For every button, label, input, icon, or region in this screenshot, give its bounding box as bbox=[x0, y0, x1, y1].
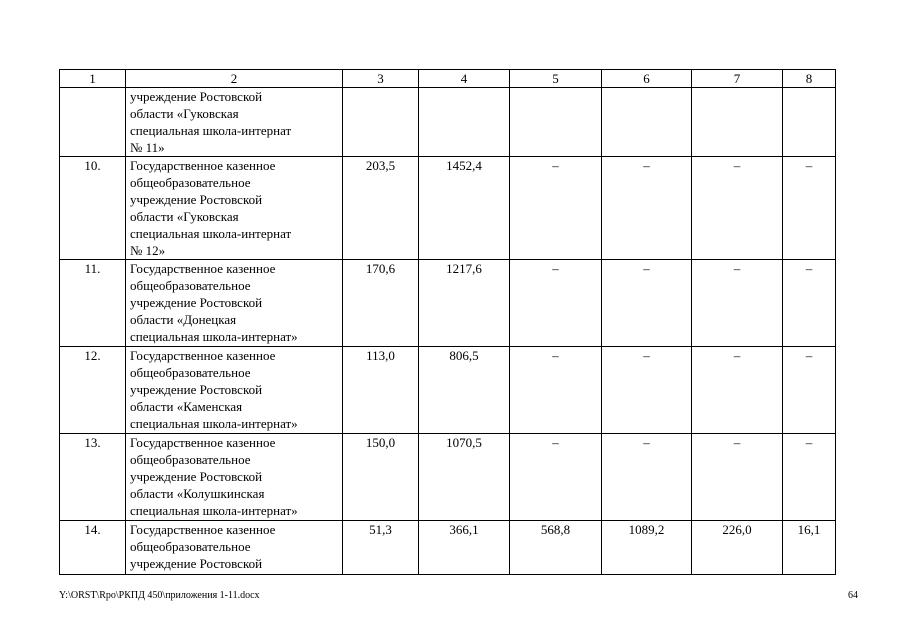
institution-name-line: Государственное казенное bbox=[130, 158, 276, 173]
institution-name-line: учреждение Ростовской bbox=[130, 89, 263, 104]
institution-name-line: области «Гуковская bbox=[130, 209, 239, 224]
institution-name-line: № 11» bbox=[130, 140, 165, 155]
institution-name-line: общеобразовательное bbox=[130, 278, 251, 293]
institution-name-line: Государственное казенное bbox=[130, 522, 276, 537]
institution-name-line: учреждение Ростовской bbox=[130, 382, 263, 397]
value-cell-col-5: – bbox=[510, 434, 602, 521]
institution-name-cell bbox=[126, 347, 343, 434]
row-number-cell bbox=[60, 88, 126, 157]
institution-name-line: № 12» bbox=[130, 243, 166, 258]
value-cell-col-8: 16,1 bbox=[783, 521, 836, 575]
value-cell-col-3: 113,0 bbox=[343, 347, 419, 434]
value-cell-col-6: – bbox=[602, 347, 692, 434]
institution-name-line: специальная школа-интернат» bbox=[130, 329, 298, 344]
header-cell-6: 6 bbox=[602, 70, 692, 88]
value-cell-col-6: – bbox=[602, 260, 692, 347]
value-cell-col-7 bbox=[692, 88, 783, 157]
value-cell-col-3 bbox=[343, 88, 419, 157]
institution-name-cell bbox=[126, 157, 343, 260]
row-number-cell: 14. bbox=[60, 521, 126, 575]
institution-name-line: области «Каменская bbox=[130, 399, 243, 414]
institution-name-line: общеобразовательное bbox=[130, 539, 251, 554]
value-cell-col-8: – bbox=[783, 157, 836, 260]
table-body bbox=[60, 70, 836, 575]
value-cell-col-4: 366,1 bbox=[419, 521, 510, 575]
value-cell-col-5: 568,8 bbox=[510, 521, 602, 575]
header-cell-3: 3 bbox=[343, 70, 419, 88]
header-cell-1: 1 bbox=[60, 70, 126, 88]
row-number-cell: 13. bbox=[60, 434, 126, 521]
value-cell-col-5: – bbox=[510, 157, 602, 260]
value-cell-col-7: – bbox=[692, 157, 783, 260]
value-cell-col-3: 51,3 bbox=[343, 521, 419, 575]
table-row bbox=[60, 434, 836, 521]
institution-name-cell bbox=[126, 521, 343, 575]
table-row bbox=[60, 347, 836, 434]
institution-name-line: специальная школа-интернат» bbox=[130, 416, 298, 431]
value-cell-col-8: – bbox=[783, 260, 836, 347]
header-cell-5: 5 bbox=[510, 70, 602, 88]
institution-name-line: учреждение Ростовской bbox=[130, 556, 263, 571]
header-cell-7: 7 bbox=[692, 70, 783, 88]
value-cell-col-8: – bbox=[783, 434, 836, 521]
institution-name-line: Государственное казенное bbox=[130, 435, 276, 450]
header-cell-4: 4 bbox=[419, 70, 510, 88]
value-cell-col-4: 1452,4 bbox=[419, 157, 510, 260]
header-cell-2: 2 bbox=[126, 70, 343, 88]
institution-name-cell bbox=[126, 88, 343, 157]
institution-name-line: Государственное казенное bbox=[130, 348, 276, 363]
institution-name-line: специальная школа-интернат» bbox=[130, 503, 298, 518]
value-cell-col-6: 1089,2 bbox=[602, 521, 692, 575]
header-cell-8: 8 bbox=[783, 70, 836, 88]
institution-name-line: общеобразовательное bbox=[130, 365, 251, 380]
value-cell-col-4: 1217,6 bbox=[419, 260, 510, 347]
institution-name-cell bbox=[126, 434, 343, 521]
institution-name-line: Государственное казенное bbox=[130, 261, 276, 276]
value-cell-col-5: – bbox=[510, 260, 602, 347]
value-cell-col-5 bbox=[510, 88, 602, 157]
table-row bbox=[60, 260, 836, 347]
row-number-cell: 10. bbox=[60, 157, 126, 260]
header-row bbox=[60, 70, 836, 88]
footer-file-path: Y:\ORST\Rpo\РКПД 450\приложения 1-11.docx bbox=[59, 590, 260, 601]
value-cell-col-5: – bbox=[510, 347, 602, 434]
institution-name-line: учреждение Ростовской bbox=[130, 192, 263, 207]
institution-name-line: учреждение Ростовской bbox=[130, 469, 263, 484]
institution-name-line: области «Донецкая bbox=[130, 312, 237, 327]
value-cell-col-7: – bbox=[692, 347, 783, 434]
value-cell-col-7: – bbox=[692, 434, 783, 521]
row-number-cell: 11. bbox=[60, 260, 126, 347]
table-row bbox=[60, 88, 836, 157]
footer-page-number: 64 bbox=[848, 590, 858, 601]
institution-name-cell bbox=[126, 260, 343, 347]
institution-name-line: специальная школа-интернат bbox=[130, 123, 292, 138]
value-cell-col-4 bbox=[419, 88, 510, 157]
value-cell-col-7: – bbox=[692, 260, 783, 347]
value-cell-col-4: 1070,5 bbox=[419, 434, 510, 521]
institution-name-line: специальная школа-интернат bbox=[130, 226, 292, 241]
table-row bbox=[60, 521, 836, 575]
institution-name-line: области «Колушкинская bbox=[130, 486, 265, 501]
institution-name-line: общеобразовательное bbox=[130, 175, 251, 190]
value-cell-col-4: 806,5 bbox=[419, 347, 510, 434]
value-cell-col-6 bbox=[602, 88, 692, 157]
value-cell-col-3: 170,6 bbox=[343, 260, 419, 347]
value-cell-col-7: 226,0 bbox=[692, 521, 783, 575]
value-cell-col-8 bbox=[783, 88, 836, 157]
data-table bbox=[59, 69, 836, 575]
value-cell-col-6: – bbox=[602, 434, 692, 521]
value-cell-col-6: – bbox=[602, 157, 692, 260]
table-row bbox=[60, 157, 836, 260]
row-number-cell: 12. bbox=[60, 347, 126, 434]
institution-name-line: общеобразовательное bbox=[130, 452, 251, 467]
institution-name-line: области «Гуковская bbox=[130, 106, 239, 121]
institution-name-line: учреждение Ростовской bbox=[130, 295, 263, 310]
value-cell-col-3: 150,0 bbox=[343, 434, 419, 521]
value-cell-col-3: 203,5 bbox=[343, 157, 419, 260]
value-cell-col-8: – bbox=[783, 347, 836, 434]
